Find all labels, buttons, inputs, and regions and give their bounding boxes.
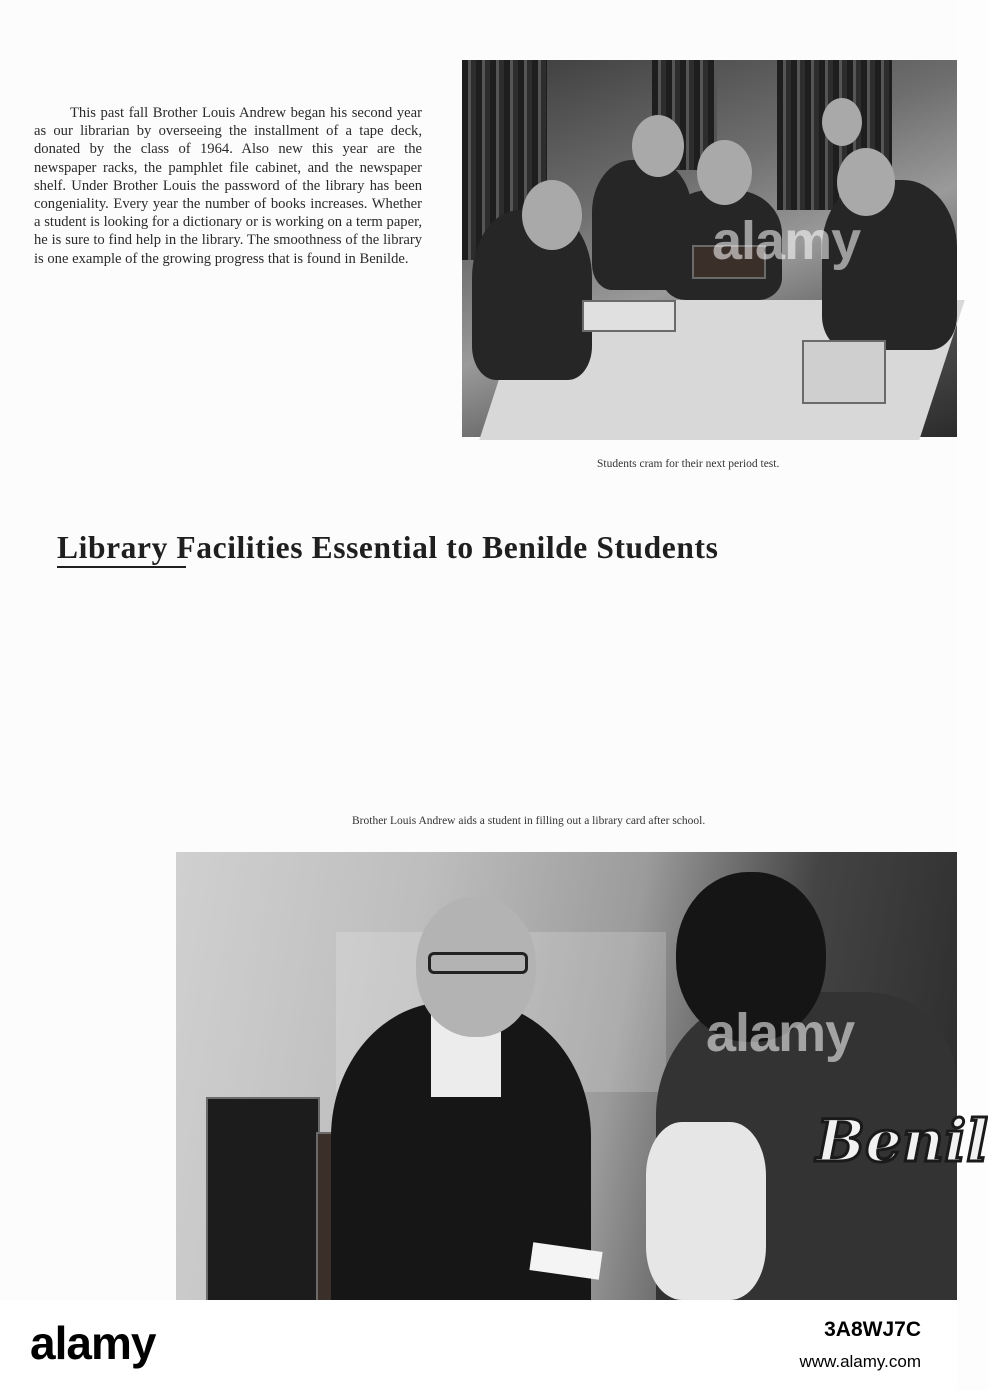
footer-image-id: 3A8WJ7C (824, 1318, 921, 1341)
jacket-sleeve (646, 1122, 766, 1300)
student-head (632, 115, 684, 177)
book-stack (802, 340, 886, 404)
watermark-text: alamy (706, 1003, 855, 1063)
jacket-lettering: Benil (816, 1107, 988, 1175)
librarian-glasses (428, 952, 528, 974)
footer-url[interactable]: www.alamy.com (799, 1352, 921, 1371)
bottom-photo-caption: Brother Louis Andrew aids a student in filling out a library card after school. (352, 815, 706, 827)
footer-logo[interactable]: alamy (30, 1317, 156, 1369)
student-head (837, 148, 895, 216)
bookcase (206, 1097, 320, 1304)
librarian-student-photo (176, 852, 988, 1300)
student-head (822, 98, 862, 146)
top-photo-caption: Students cram for their next period test. (597, 458, 780, 470)
headline-underline (57, 566, 186, 568)
students-studying-photo (462, 60, 957, 437)
open-book (582, 300, 676, 332)
intro-paragraph: This past fall Brother Louis Andrew began his second year as our librarian by overseeing the installment of a tape deck, donated by the class of 1964. Also new this year are the newspaper racks, the pamphlet file cabinet, and the newspaper shelf. Under Brother Louis the password of the library has been congeniality. Every year the number of books increases. Whether a student is looking for a dictionary or is working on a term paper, he is sure to find help in the library. The smoothness of the library is one example of the growing progress that is found in Benilde. (34, 105, 422, 267)
page-headline: Library Facilities Essential to Benilde Students (57, 530, 719, 565)
watermark-text: alamy (712, 211, 861, 271)
student-head (522, 180, 582, 250)
student-head (697, 140, 752, 205)
